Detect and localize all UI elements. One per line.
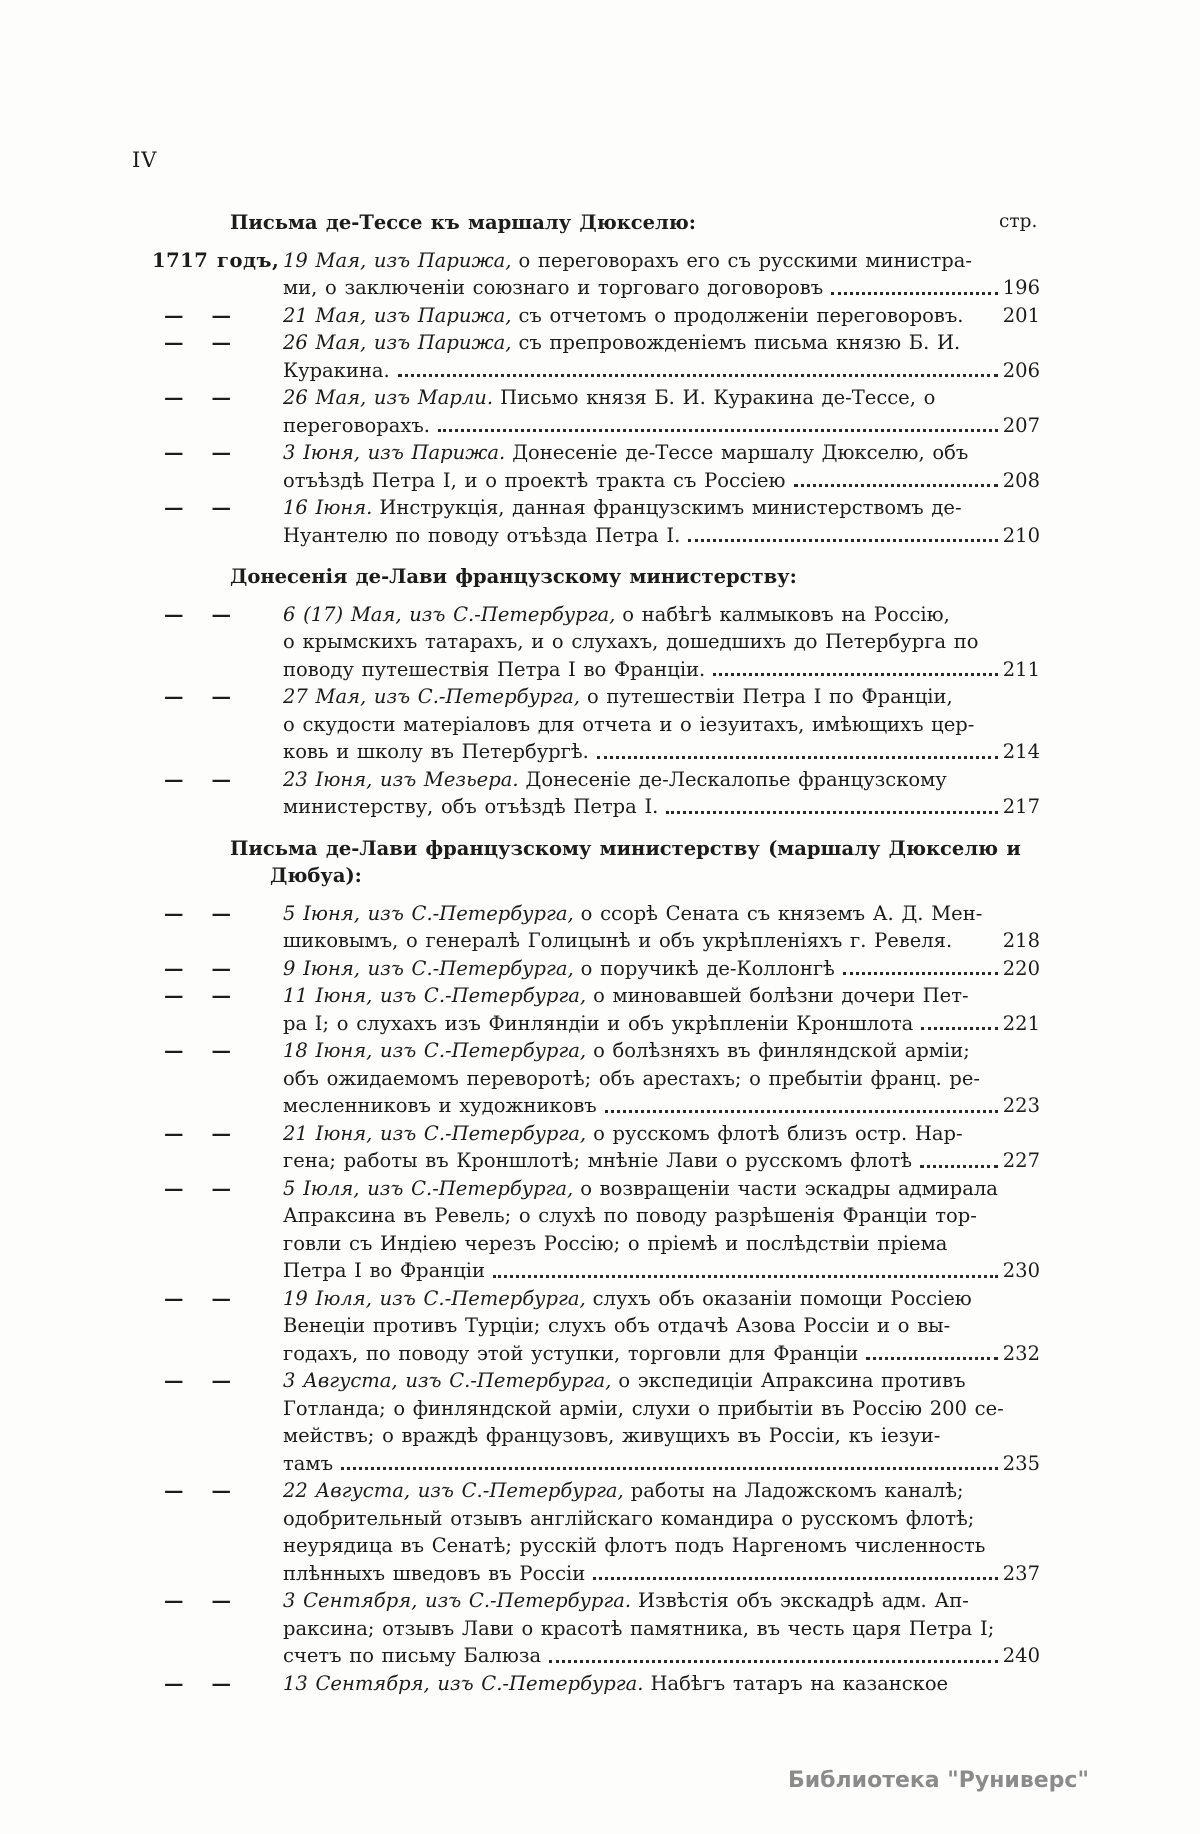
toc-entry-line	[152, 982, 1040, 1010]
entry-date: 3 Іюня, изъ Парижа.	[283, 441, 506, 464]
page-number: 230	[1002, 1259, 1040, 1282]
dot-leader	[593, 1577, 998, 1580]
entry-text: Нуантелю по поводу отъѣзда Петра I.	[283, 523, 681, 547]
entry-text: работы на Ладожскомъ каналѣ;	[630, 1479, 964, 1502]
toc-entry-line	[152, 1257, 1040, 1285]
year-column	[152, 1312, 283, 1340]
entry-text: ковь и школу въ Петербургѣ.	[283, 740, 589, 763]
entry-text: о русскомъ флотѣ близъ остр. Нар-	[593, 1121, 963, 1145]
toc-entry-line	[152, 927, 1040, 955]
year-column	[152, 738, 283, 766]
dot-leader	[493, 1275, 998, 1278]
ditto-dash: —	[164, 767, 184, 791]
page-number: 201	[1002, 303, 1040, 327]
year-column	[152, 766, 283, 794]
toc-entry-line	[152, 793, 1040, 821]
year-column	[152, 1450, 283, 1478]
entry-date: 19 Мая, изъ Парижа,	[283, 248, 512, 272]
ditto-dash: —	[164, 602, 184, 626]
toc-entry-line	[152, 1532, 1040, 1560]
entry-date: 22 Августа, изъ С.-Петербурга,	[283, 1479, 624, 1502]
page-number: 232	[1002, 1341, 1040, 1365]
entry-text: ми, о заключеніи союзнаго и торговаго договоровъ	[283, 276, 824, 299]
year-column	[152, 274, 283, 302]
year-column	[152, 1477, 283, 1505]
toc-entry-line	[152, 955, 1040, 983]
toc-entry-line	[152, 1230, 1040, 1258]
toc-entry-line	[152, 1340, 1040, 1368]
dot-leader	[866, 1357, 997, 1360]
entry-text: шиковымъ, о генералѣ Голицынѣ и объ укрѣпленіяхъ г. Ревеля.	[283, 929, 953, 952]
toc-entry-line	[152, 1642, 1040, 1670]
year-column	[152, 1065, 283, 1093]
ditto-dash: —	[164, 685, 184, 708]
ditto-dash: —	[164, 956, 184, 980]
ditto-dash: —	[164, 1369, 184, 1392]
year-column	[152, 467, 283, 495]
ditto-dash: —	[164, 1039, 184, 1062]
year-column	[152, 1202, 283, 1230]
year-column	[152, 1505, 283, 1533]
toc-entry-line	[152, 683, 1040, 711]
year-column	[152, 1092, 283, 1120]
section-header	[152, 563, 1040, 591]
year-column	[152, 900, 283, 928]
toc-entry-line	[152, 1037, 1040, 1065]
year-column	[152, 1120, 283, 1148]
year-column	[152, 1230, 283, 1258]
page-number: 206	[1002, 358, 1040, 382]
toc-entry-line	[152, 302, 1040, 330]
year-column	[152, 683, 283, 711]
ditto-dash: —	[164, 441, 184, 464]
entry-date: 21 Мая, изъ Парижа,	[283, 303, 512, 327]
entry-text: Апраксина въ Ревель; о слухѣ по поводу разрѣшенія Франціи тор-	[283, 1204, 977, 1227]
toc-entry-line	[152, 601, 1040, 629]
toc-entry-line	[152, 1285, 1040, 1313]
toc-entry-line	[152, 329, 1040, 357]
ditto-dash: —	[211, 496, 231, 519]
page-number: 214	[1002, 740, 1040, 763]
toc-entry-line	[152, 1422, 1040, 1450]
year-column	[152, 1670, 283, 1698]
year-column	[152, 711, 283, 739]
library-watermark: Библиотека "Руниверс"	[788, 1768, 1089, 1793]
toc-entry-line	[152, 494, 1040, 522]
page-number: 240	[1002, 1644, 1040, 1667]
dot-leader	[843, 972, 998, 975]
ditto-dash: —	[164, 496, 184, 519]
entry-text: годахъ, по поводу этой уступки, торговли для Франціи	[283, 1341, 859, 1365]
entry-text: Донесеніе де-Тессе маршалу Дюкселю, объ	[512, 441, 969, 464]
entry-text: съ отчетомъ о продолженіи переговоровъ.	[518, 303, 964, 327]
page-number: 235	[1002, 1451, 1040, 1475]
year-column	[152, 1147, 283, 1175]
toc-entry-line	[152, 738, 1040, 766]
page-number: 227	[1002, 1149, 1040, 1172]
year-column	[152, 247, 283, 275]
toc-section	[152, 835, 1040, 1698]
page-number: 237	[1002, 1561, 1040, 1585]
ditto-dash: —	[211, 331, 231, 354]
ditto-dash: —	[211, 1039, 231, 1062]
entry-text: о возвращеніи части эскадры адмирала	[580, 1176, 998, 1200]
toc-entry-line	[152, 357, 1040, 385]
entry-text: о миновавшей болѣзни дочери Пет-	[593, 984, 969, 1007]
year-column	[152, 1395, 283, 1423]
toc-entry-line	[152, 1670, 1040, 1698]
entry-text: Письмо князя Б. И. Куракина де-Тессе, о	[500, 386, 936, 409]
toc-entry-line	[152, 1065, 1040, 1093]
toc-entry-line	[152, 1477, 1040, 1505]
ditto-dash: —	[164, 331, 184, 354]
page-number: 221	[1002, 1011, 1040, 1035]
toc-entry-line	[152, 1010, 1040, 1038]
page-number: 196	[1002, 276, 1040, 299]
toc-entry-line	[152, 247, 1040, 275]
toc-entry-line	[152, 656, 1040, 684]
entry-text: о крымскихъ татарахъ, и о слухахъ, дошедшихъ до Петербурга по	[283, 630, 979, 653]
ditto-dash: —	[164, 386, 184, 409]
page-number: 223	[1002, 1094, 1040, 1117]
ditto-dash: —	[211, 956, 231, 980]
entry-date: 18 Іюня, изъ С.-Петербурга,	[283, 1039, 587, 1062]
entry-date: 13 Сентября, изъ С.-Петербурга.	[283, 1671, 644, 1695]
page-number: 210	[1002, 523, 1040, 547]
year-column	[152, 1257, 283, 1285]
year-column	[152, 494, 283, 522]
section-header-text: Письма де-Тессе къ маршалу Дюкселю:	[230, 211, 696, 234]
toc-entry-line	[152, 1615, 1040, 1643]
toc-section	[152, 563, 1040, 821]
section-header-line	[152, 209, 1040, 237]
ditto-dash: —	[164, 303, 184, 327]
ditto-dash: —	[211, 1176, 231, 1200]
entry-text: ра I; о слухахъ изъ Финляндіи и объ укрѣпленіи Кроншлота	[283, 1011, 914, 1035]
toc-entry-line	[152, 384, 1040, 412]
entry-text: гена; работы въ Кроншлотѣ; мнѣніе Лави о русскомъ флотѣ	[283, 1149, 913, 1172]
page-number: 218	[1002, 929, 1040, 952]
toc-entry-line	[152, 1202, 1040, 1230]
entry-date: 3 Сентября, изъ С.-Петербурга.	[283, 1589, 632, 1612]
ditto-dash: —	[211, 685, 231, 708]
entry-text: о переговорахъ его съ русскими министра-	[518, 248, 972, 272]
entry-text: неурядица въ Сенатѣ; русскій флотъ подъ Наргеномъ численность	[283, 1534, 986, 1557]
year-column	[152, 793, 283, 821]
entry-text: переговорахъ.	[283, 413, 430, 437]
ditto-dash: —	[211, 303, 231, 327]
section-header	[152, 835, 1040, 890]
entry-text: о экспедиціи Апраксина противъ	[618, 1369, 966, 1392]
entry-text: съ препровожденіемъ письма князю Б. И.	[518, 331, 961, 354]
toc-entry-line	[152, 1367, 1040, 1395]
toc-entry-line	[152, 439, 1040, 467]
year-column	[152, 628, 283, 656]
entry-text: мействъ; о враждѣ французовъ, живущихъ въ Россіи, къ іезуи-	[283, 1424, 941, 1447]
entry-text: Венеціи противъ Турціи; слухъ объ отдачѣ Азова Россіи и о вы-	[283, 1314, 951, 1337]
toc-list	[152, 209, 1040, 1697]
toc-entry-line	[152, 1560, 1040, 1588]
ditto-dash: —	[211, 901, 231, 925]
entry-date: 5 Іюля, изъ С.-Петербурга,	[283, 1176, 574, 1200]
dot-leader	[438, 429, 998, 432]
dot-leader	[666, 811, 997, 814]
entry-text: о поручикѣ де-Коллонгѣ	[580, 956, 835, 980]
year-column	[152, 1560, 283, 1588]
entry-text: Петра I во Франціи	[283, 1259, 486, 1282]
entry-date: 16 Іюня.	[283, 496, 373, 519]
ditto-dash: —	[164, 1121, 184, 1145]
section-header-text: Дюбуа):	[270, 864, 362, 887]
entry-text: месленниковъ и художниковъ	[283, 1094, 597, 1117]
section-header-line	[152, 563, 1040, 591]
entry-text: Инструкція, данная французскимъ министерствомъ де-	[379, 496, 962, 519]
entry-text: о скудости матеріаловъ для отчета и о іезуитахъ, имѣющихъ цер-	[283, 712, 975, 736]
entry-date: 21 Іюня, изъ С.-Петербурга,	[283, 1121, 587, 1145]
dot-leader	[398, 374, 998, 377]
section-header	[152, 209, 1040, 237]
ditto-dash: —	[164, 1589, 184, 1612]
entry-date: 26 Мая, изъ Парижа,	[283, 331, 512, 354]
entry-text: одобрительный отзывъ англійскаго командира о русскомъ флотѣ;	[283, 1506, 975, 1530]
ditto-dash: —	[211, 984, 231, 1007]
entry-text: о ссорѣ Сената съ княземъ А. Д. Мен-	[580, 901, 983, 925]
dot-leader	[831, 292, 998, 295]
entry-date: 27 Мая, изъ С.-Петербурга,	[283, 685, 580, 708]
toc-entry-line	[152, 711, 1040, 739]
year-label: 1717 годъ,	[152, 248, 280, 272]
toc-entry-line	[152, 1175, 1040, 1203]
year-column	[152, 982, 283, 1010]
year-column	[152, 1642, 283, 1670]
dot-leader	[713, 673, 998, 676]
leader-spacer	[964, 302, 1003, 330]
dot-leader	[341, 1467, 998, 1470]
dot-leader	[921, 1027, 997, 1030]
ditto-dash: —	[164, 984, 184, 1007]
year-column	[152, 955, 283, 983]
toc-entry-line	[152, 1312, 1040, 1340]
entry-text: Набѣгъ татаръ на казанское	[650, 1671, 949, 1695]
toc-entry-line	[152, 1395, 1040, 1423]
entry-date: 3 Августа, изъ С.-Петербурга,	[283, 1369, 612, 1392]
section-header-text: Донесенія де-Лави французскому министерству:	[230, 565, 797, 588]
dot-leader	[794, 484, 998, 487]
ditto-dash: —	[211, 1286, 231, 1310]
year-column	[152, 1367, 283, 1395]
year-column	[152, 1010, 283, 1038]
entry-text: счетъ по письму Балюза	[283, 1644, 542, 1667]
entry-date: 5 Іюня, изъ С.-Петербурга,	[283, 901, 574, 925]
year-column	[152, 412, 283, 440]
year-column	[152, 439, 283, 467]
entry-text: раксина; отзывъ Лави о красотѣ памятника, въ честь царя Петра I;	[283, 1616, 995, 1640]
year-column	[152, 1037, 283, 1065]
entry-date: 6 (17) Мая, изъ С.-Петербурга,	[283, 602, 616, 626]
ditto-dash: —	[211, 1479, 231, 1502]
entry-text: о набѣгѣ калмыковъ на Россію,	[622, 602, 950, 626]
entry-text: объ ожидаемомъ переворотѣ; объ арестахъ; о пребытіи франц. ре-	[283, 1066, 981, 1090]
dot-leader	[549, 1660, 998, 1663]
entry-text: плѣнныхъ шведовъ въ Россіи	[283, 1561, 586, 1585]
toc-entry-line	[152, 766, 1040, 794]
toc-entry-line	[152, 1450, 1040, 1478]
entry-text: слухъ объ оказаніи помощи Россіею	[592, 1286, 972, 1310]
section-header-text: Письма де-Лави французскому министерству (маршалу Дюкселю и	[230, 836, 1021, 860]
year-column	[152, 1532, 283, 1560]
toc-entry-line	[152, 412, 1040, 440]
ditto-dash: —	[211, 1121, 231, 1145]
toc-entry-line	[152, 1147, 1040, 1175]
toc-entry-line	[152, 1120, 1040, 1148]
ditto-dash: —	[211, 1671, 231, 1695]
dot-leader	[605, 1110, 998, 1113]
entry-text: Куракина.	[283, 358, 390, 382]
entry-date: 11 Іюня, изъ С.-Петербурга,	[283, 984, 587, 1007]
ditto-dash: —	[211, 602, 231, 626]
entry-text: о путешествіи Петра I по Франціи,	[586, 685, 953, 708]
entry-text: Готланда; о финляндской арміи, слухи о прибытіи въ Россію 200 се-	[283, 1396, 1004, 1420]
year-column	[152, 1587, 283, 1615]
entry-text: Донесеніе де-Лескалопье французскому	[525, 767, 947, 791]
dot-leader	[688, 539, 998, 542]
toc-section	[152, 209, 1040, 549]
year-column	[152, 522, 283, 550]
section-header-line	[152, 835, 1040, 863]
year-column	[152, 302, 283, 330]
ditto-dash: —	[164, 1479, 184, 1502]
toc-entry-line	[152, 1505, 1040, 1533]
year-column	[152, 357, 283, 385]
year-column	[152, 1175, 283, 1203]
ditto-dash: —	[164, 1286, 184, 1310]
entry-text: отъѣздѣ Петра I, и о проектѣ тракта съ Россіею	[283, 468, 786, 492]
year-column	[152, 601, 283, 629]
entry-text: поводу путешествія Петра I во Франціи.	[283, 657, 706, 681]
entry-text: тамъ	[283, 1451, 333, 1475]
leader-spacer	[952, 927, 1003, 955]
folio-number: IV	[132, 148, 158, 172]
page-number: 217	[1002, 795, 1040, 818]
entry-date: 23 Іюня, изъ Мезьера.	[283, 767, 519, 791]
ditto-dash: —	[211, 767, 231, 791]
ditto-dash: —	[164, 901, 184, 925]
ditto-dash: —	[164, 1176, 184, 1200]
ditto-dash: —	[211, 386, 231, 409]
ditto-dash: —	[211, 441, 231, 464]
toc-entry-line	[152, 628, 1040, 656]
year-column	[152, 656, 283, 684]
entry-text: о болѣзняхъ въ финляндской арміи;	[593, 1039, 970, 1062]
page-number: 220	[1002, 956, 1040, 980]
toc-entry-line	[152, 900, 1040, 928]
page-number: 208	[1002, 468, 1040, 492]
page-number: 211	[1002, 657, 1040, 681]
year-column	[152, 329, 283, 357]
entry-date: 9 Іюня, изъ С.-Петербурга,	[283, 956, 574, 980]
page-number: 207	[1002, 413, 1040, 437]
entry-text: министерству, объ отъѣздѣ Петра I.	[283, 795, 659, 818]
entry-text: говли съ Индіею черезъ Россію; о пріемѣ и послѣдствіи пріема	[283, 1231, 948, 1255]
toc-entry-line	[152, 467, 1040, 495]
ditto-dash: —	[164, 1671, 184, 1695]
section-header-line	[152, 862, 1040, 890]
dot-leader	[597, 756, 998, 759]
year-column	[152, 384, 283, 412]
year-column	[152, 927, 283, 955]
year-column	[152, 1285, 283, 1313]
year-column	[152, 1615, 283, 1643]
entry-date: 19 Іюля, изъ С.-Петербурга,	[283, 1286, 586, 1310]
entry-date: 26 Мая, изъ Марли.	[283, 386, 494, 409]
entry-text: Извѣстія объ экскадрѣ адм. Ап-	[638, 1589, 969, 1612]
year-column	[152, 1340, 283, 1368]
toc-entry-line	[152, 1092, 1040, 1120]
toc-entry-line	[152, 274, 1040, 302]
dot-leader	[920, 1165, 998, 1168]
ditto-dash: —	[211, 1589, 231, 1612]
year-column	[152, 1422, 283, 1450]
toc-entry-line	[152, 1587, 1040, 1615]
page-column-header: стр.	[999, 211, 1038, 232]
toc-entry-line	[152, 522, 1040, 550]
ditto-dash: —	[211, 1369, 231, 1392]
